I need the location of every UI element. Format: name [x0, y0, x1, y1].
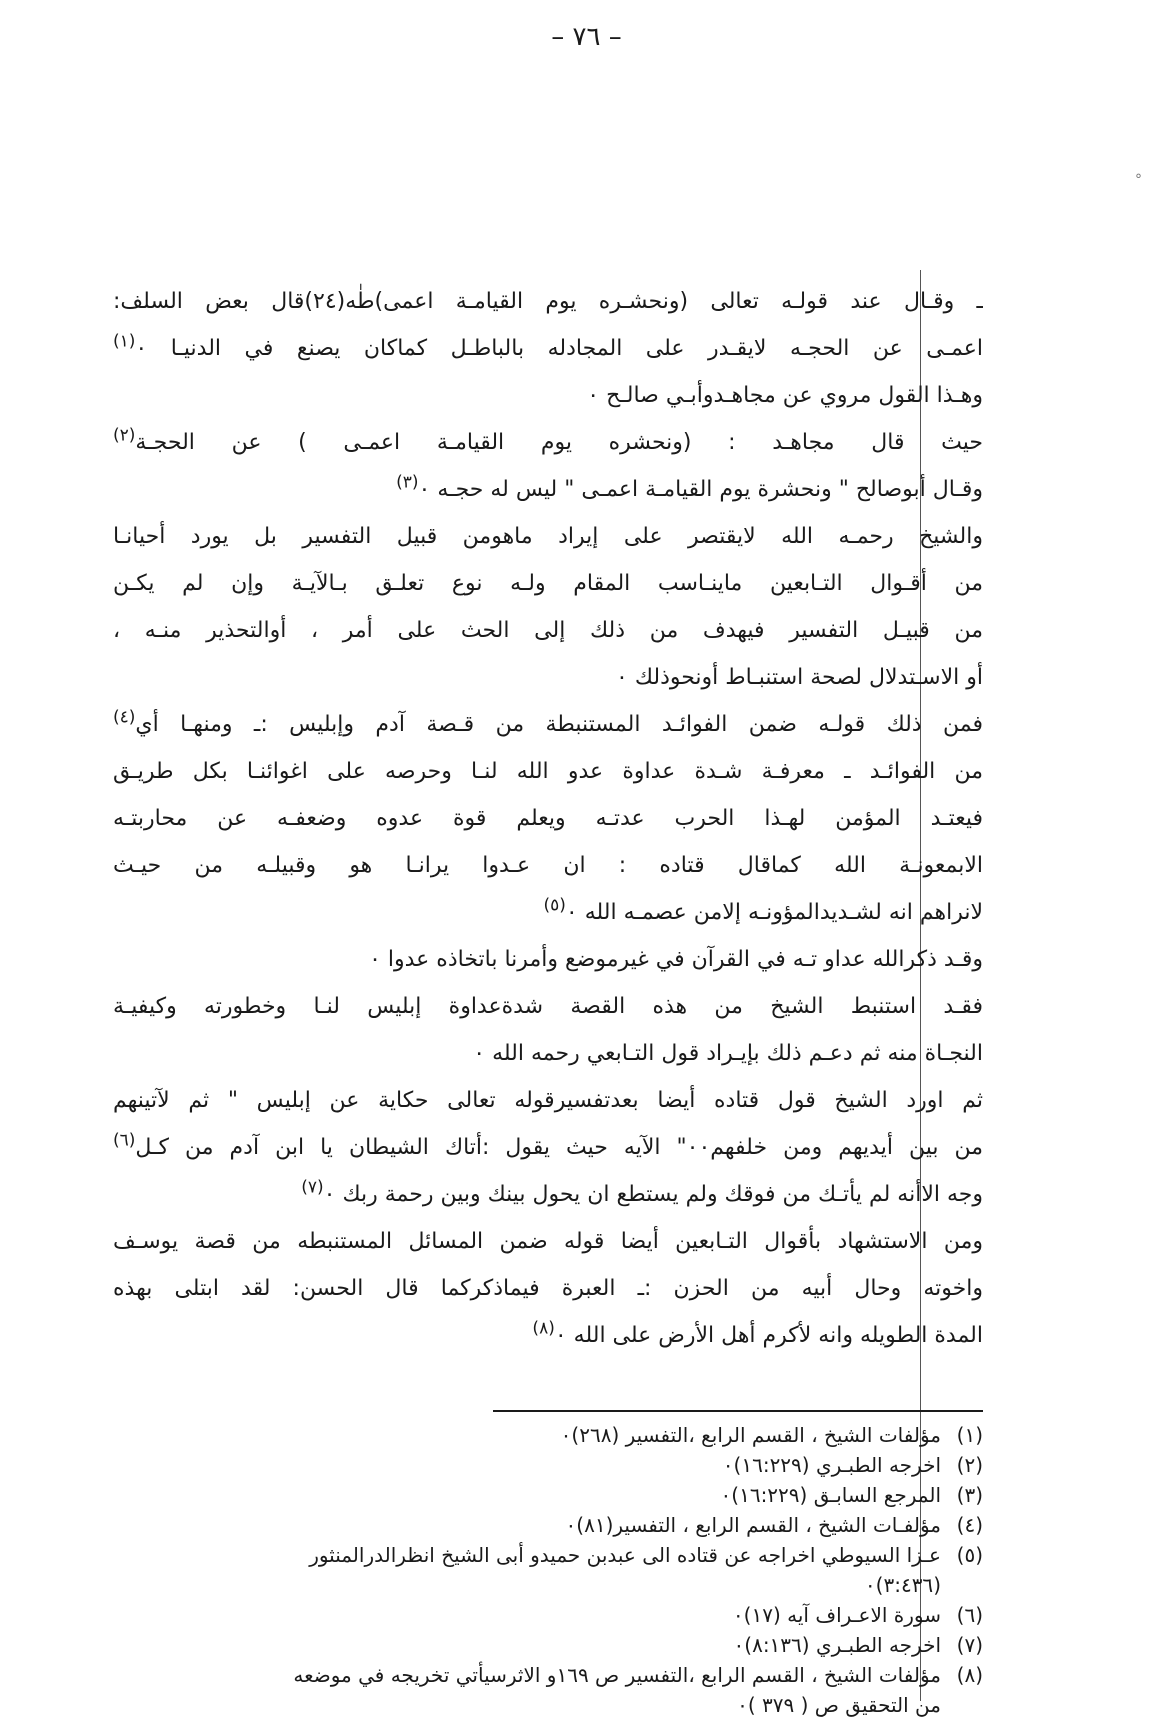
main-text [113, 278, 983, 1359]
text-line: الابمعونـة الله كماقال قتاده : ان عـدوا يرانـا هو وقبيلـه من حيـث [113, 853, 983, 878]
text-line: اعمـى عن الحجـه لايقـدر على المجادله بالباطـل كماكان يصنع في الدنيـا ٠$^{(١)}$ [113, 331, 983, 361]
footnote: (١) مؤلفات الشيخ ، القسم الرابع ،التفسير (٢٦٨)٠ [560, 1423, 983, 1447]
footnote-marker: (٨) [532, 1318, 555, 1339]
footnote-marker: (١) [113, 331, 136, 352]
text-line: لانراهم انه لشـديدالمؤونـه إلامن عصمـه الله ٠$^{(٥)}$ [543, 895, 983, 925]
text-line: وجه الاأنه لم يأتـك من فوقك ولم يستطع ان يحول بينك وبين رحمة ربك ٠$^{(٧)}$ [301, 1177, 983, 1207]
text-line: من بين أيديهم ومن خلفهم٠٠" الآيه حيث يقول :أتاك الشيطان يا ابن آدم من كـل$^{(٦)}$ [113, 1130, 983, 1160]
text-line: فيعتـد المؤمن لهـذا الحرب عدتـه ويعلم قوة عدوه وضعفـه عن محاربتـه [113, 806, 983, 831]
text-line: ومن الاستشهاد بأقوال التـابعين أيضا قوله ضمن المسائل المستنبطه من قصة يوسـف [113, 1229, 983, 1254]
footnotes [113, 1420, 983, 1720]
footnote: (٧) اخرجه الطبـري (٨:١٣٦)٠ [733, 1633, 983, 1657]
text-line: من أقـوال التـابعين ماينـاسب المقام ولـه نوع تعلـق بـالآيـة وإن لم يكـن [113, 571, 983, 596]
text-line: ثم اورد الشيخ قول قتاده أيضا بعدتفسيرقوله تعالى حكاية عن إبليس " ثم لآتينهم [113, 1088, 983, 1113]
page-number: – ٧٦ – [551, 22, 622, 52]
footnote: (٨) مؤلفات الشيخ ، القسم الرابع ،التفسير ص ١٦٩و الاثرسيأتي تخريجه في موضعه [293, 1663, 983, 1687]
footnote: (٣) المرجع السابـق (١٦:٢٢٩)٠ [720, 1483, 983, 1507]
footnote-marker: (٤) [113, 707, 136, 728]
footnote-continuation: (٣:٤٣٦)٠ [864, 1573, 941, 1597]
footnote-marker: (٦) [113, 1130, 136, 1151]
text-line: المدة الطويله وانه لأكرم أهل الأرض على الله ٠$^{(٨)}$ [532, 1318, 983, 1348]
text-line: وقـد ذكرالله عداو تـه في القرآن في غيرموضع وأمرنا باتخاذه عدوا ٠ [369, 947, 983, 972]
text-line: والشيخ رحمـه الله لايقتصر على إيراد ماهومن قبيل التفسير بل يورد أحيانـا [113, 524, 983, 549]
text-line: وهـذا القول مروي عن مجاهـدوأبـي صالـح ٠ [587, 383, 983, 408]
footnote: (٤) مؤلفـات الشيخ ، القسم الرابع ، التفسير(٨١)٠ [565, 1513, 983, 1537]
text-line: حيث قال مجاهـد : (ونحشره يوم القيامـة اعمـى ) عن الحجـة$^{(٢)}$ [113, 425, 983, 455]
text-line: أو الاسـتدلال لصحة استنبـاط أونحوذلك ٠ [616, 665, 983, 690]
footnote-continuation: من التحقيق ص ( ٣٧٩ )٠ [737, 1693, 941, 1717]
footnote: (٥) عـزا السيوطي اخراجه عن قتاده الى عبدبن حميدو أبى الشيخ انظرالدرالمنثور [309, 1543, 983, 1567]
text-line: النجـاة منه ثم دعـم ذلك بإيـراد قول التـابعي رحمه الله ٠ [473, 1041, 983, 1066]
text-line: ـ وقـال عند قولـه تعالى (ونحشـره يوم القيامـة اعمى)طٰه(٢٤)قال بعض السلف: [113, 289, 983, 314]
footnote-marker: (٥) [543, 895, 566, 916]
text-line: فقـد استنبط الشيخ من هذه القصة شدةعداوة إبليس لنـا وخطورته وكيفيـة [113, 994, 983, 1019]
footnote: (٦) سورة الاعـراف آيه (١٧)٠ [732, 1603, 983, 1627]
footnote-marker: (٣) [396, 472, 419, 493]
text-line: من الفوائـد ـ معرفـة شـدة عداوة عدو الله لنـا وحرصه على اغوائنـا بكل طريـق [113, 759, 983, 784]
footnote-separator [493, 1410, 983, 1412]
footnote-marker: (٧) [301, 1177, 324, 1198]
scan-speck: ° [1135, 172, 1142, 188]
footnote: (٢) اخرجه الطبـري (١٦:٢٢٩)٠ [722, 1453, 983, 1477]
text-line: فمن ذلك قولـه ضمن الفوائـد المستنبطة من قـصة آدم وإبليس :ـ ومنهـا أي$^{(٤)}$ [113, 707, 983, 737]
text-line: وقـال أبوصالح " ونحشرة يوم القيامـة اعمـى " ليس له حجـه ٠$^{(٣)}$ [396, 472, 983, 502]
text-line: واخوته وحال أبيه من الحزن :ـ العبرة فيماذكركما قال الحسن: لقد ابتلى بهذه [113, 1276, 983, 1301]
text-line: من قبيـل التفسير فيهدف من ذلك إلى الحث على أمر ، أوالتحذير منـه ، [113, 618, 983, 643]
footnote-marker: (٢) [113, 425, 136, 446]
